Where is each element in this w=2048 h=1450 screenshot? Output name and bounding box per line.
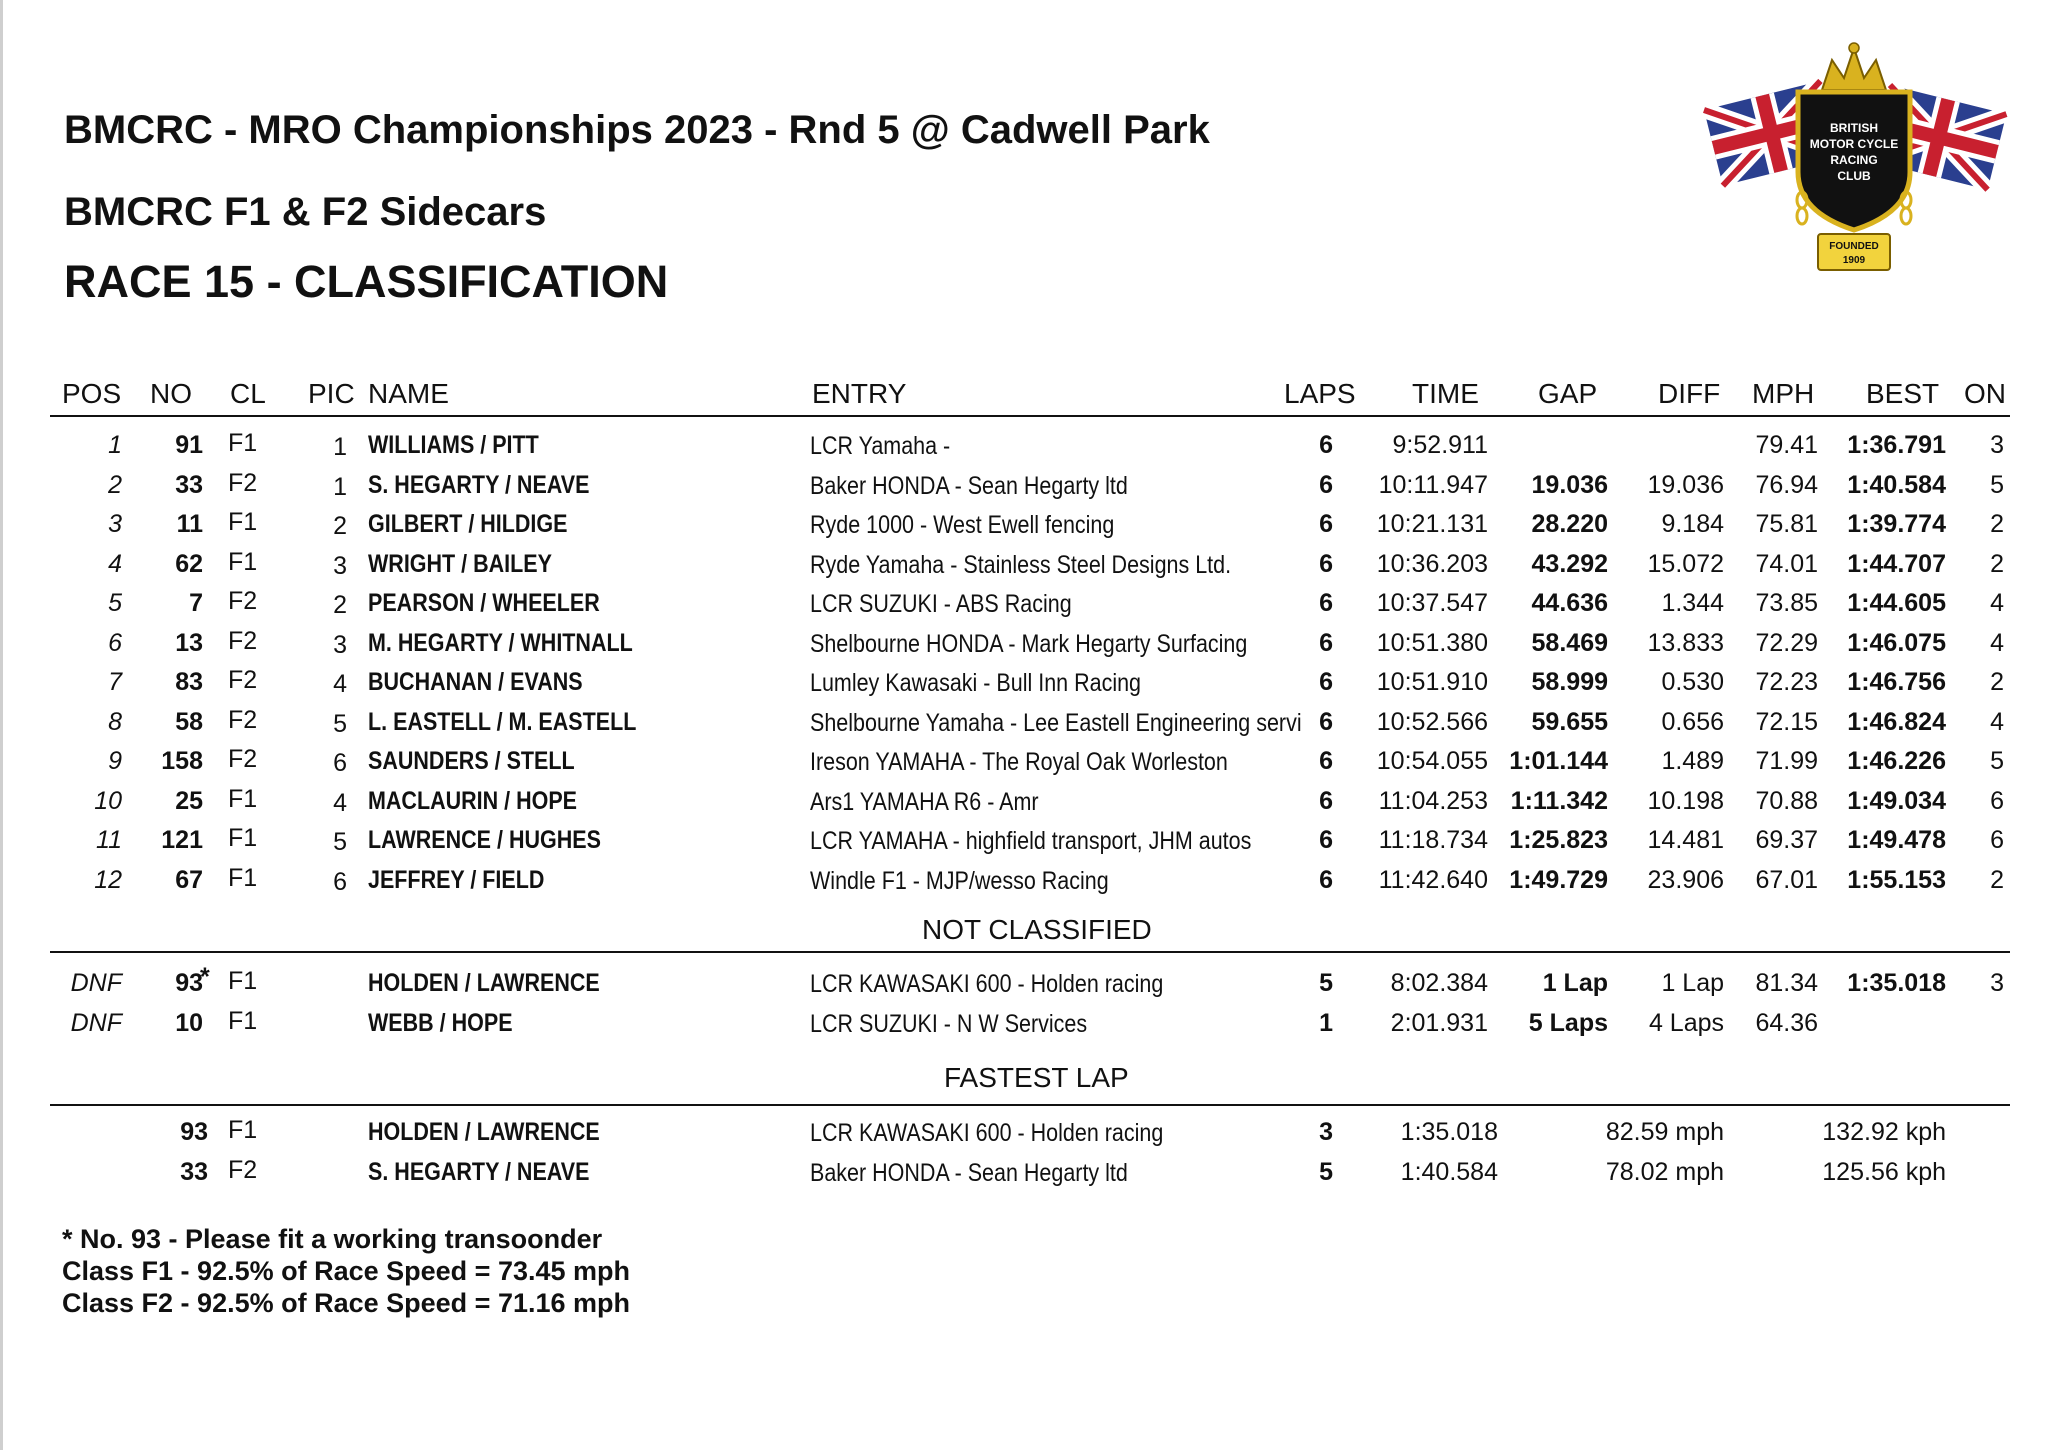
pos-cell: DNF — [70, 969, 122, 997]
entry-cell: LCR Yamaha - — [810, 432, 951, 460]
pic-cell: 6 — [333, 867, 347, 896]
lap-mph-cell: 82.59 mph — [1605, 1118, 1724, 1146]
name-cell: BUCHANAN / EVANS — [368, 668, 583, 696]
on-cell: 5 — [1990, 747, 2004, 775]
on-cell: 3 — [1990, 969, 2004, 997]
class-cell: F1 — [228, 863, 258, 892]
time-cell: 10:36.203 — [1376, 549, 1488, 578]
on-cell: 5 — [1990, 470, 2004, 499]
diff-cell: 1.489 — [1661, 747, 1724, 775]
gap-cell: 19.036 — [1531, 470, 1608, 499]
gap-cell: 1:11.342 — [1510, 786, 1608, 815]
entry-cell: Ryde Yamaha - Stainless Steel Designs Ltd. — [810, 550, 1232, 579]
table-row — [0, 963, 2048, 1003]
col-cl: CL — [230, 378, 266, 409]
pos-cell: 12 — [94, 865, 122, 894]
name-cell: SAUNDERS / STELL — [368, 747, 575, 775]
time-cell: 10:52.566 — [1376, 707, 1488, 736]
pos-cell: 6 — [108, 628, 122, 657]
pic-cell: 2 — [333, 591, 347, 619]
pos-cell: 1 — [108, 431, 122, 459]
table-row — [0, 860, 2048, 900]
time-cell: 2:01.931 — [1390, 1009, 1488, 1037]
no-cell: 13 — [175, 628, 203, 657]
table-row — [0, 583, 2048, 623]
no-cell: 25 — [175, 786, 203, 815]
class-cell: F1 — [228, 784, 258, 813]
gap-cell: 59.655 — [1531, 707, 1608, 736]
table-row — [0, 702, 2048, 742]
on-cell: 3 — [1990, 431, 2004, 459]
class-cell: F2 — [228, 745, 258, 773]
pic-cell: 3 — [333, 551, 347, 580]
entry-cell: LCR SUZUKI - ABS Racing — [810, 590, 1072, 618]
laps-cell: 6 — [1319, 786, 1333, 815]
gap-cell: 44.636 — [1531, 589, 1608, 617]
pic-cell: 3 — [333, 630, 347, 659]
name-cell: HOLDEN / LAWRENCE — [368, 1118, 600, 1146]
pos-cell: 5 — [108, 589, 122, 617]
mph-cell: 69.37 — [1755, 826, 1818, 854]
time-cell: 11:04.253 — [1378, 786, 1488, 815]
no-cell: 10 — [175, 1009, 203, 1037]
entry-cell: LCR KAWASAKI 600 - Holden racing — [810, 1119, 1164, 1147]
diff-cell: 1 Lap — [1661, 969, 1724, 997]
gap-cell: 1:01.144 — [1509, 747, 1608, 775]
lap-kph-cell: 132.92 kph — [1822, 1118, 1946, 1146]
mph-cell: 79.41 — [1755, 431, 1818, 459]
col-on: ON — [1964, 378, 2006, 409]
logo-text-1: BRITISH — [1830, 121, 1878, 135]
no-cell: 93 — [175, 969, 203, 997]
laps-cell: 6 — [1319, 589, 1333, 617]
entry-cell: LCR KAWASAKI 600 - Holden racing — [810, 970, 1164, 998]
laps-cell: 6 — [1319, 549, 1333, 578]
table-row — [0, 741, 2048, 781]
col-time: TIME — [1412, 378, 1479, 409]
laps-cell: 6 — [1319, 747, 1333, 775]
no-cell: 11 — [176, 510, 203, 538]
table-row — [0, 623, 2048, 663]
on-cell: 6 — [1990, 786, 2004, 815]
name-cell: S. HEGARTY / NEAVE — [368, 470, 590, 499]
best-cell: 1:35.018 — [1847, 969, 1946, 997]
laps-cell: 6 — [1319, 668, 1333, 696]
pic-cell: 5 — [333, 709, 347, 738]
fastest-lap-rule — [50, 1104, 2010, 1106]
class-cell: F2 — [228, 666, 258, 694]
mph-cell: 72.23 — [1755, 668, 1818, 696]
best-cell: 1:40.584 — [1847, 470, 1946, 499]
best-cell: 1:39.774 — [1847, 510, 1946, 538]
time-cell: 11:42.640 — [1378, 865, 1488, 894]
best-cell: 1:36.791 — [1847, 431, 1946, 459]
best-cell: 1:44.707 — [1847, 549, 1946, 578]
pic-cell: 5 — [333, 828, 347, 856]
pos-cell: 8 — [108, 707, 122, 736]
name-cell: WILLIAMS / PITT — [368, 431, 539, 459]
crown-icon — [1822, 43, 1886, 90]
laps-cell: 1 — [1319, 1009, 1333, 1037]
entry-cell: Ireson YAMAHA - The Royal Oak Worleston — [810, 748, 1228, 776]
pos-cell: 7 — [108, 668, 122, 696]
laps-cell: 6 — [1319, 826, 1333, 854]
col-name: NAME — [368, 378, 449, 409]
pos-cell: DNF — [70, 1009, 122, 1037]
name-cell: HOLDEN / LAWRENCE — [368, 969, 600, 997]
class-cell: F2 — [228, 705, 258, 734]
entry-cell: Ryde 1000 - West Ewell fencing — [810, 511, 1115, 539]
diff-cell: 9.184 — [1661, 510, 1724, 538]
on-cell: 2 — [1990, 865, 2004, 894]
lap-time-cell: 1:40.584 — [1400, 1158, 1498, 1186]
gap-cell: 1:25.823 — [1509, 826, 1608, 854]
laps-cell: 6 — [1319, 707, 1333, 736]
class-cell: F2 — [228, 587, 258, 615]
no-cell: 91 — [175, 431, 203, 459]
gap-cell: 58.469 — [1531, 628, 1608, 657]
class-cell: F1 — [228, 547, 258, 576]
laps-cell: 6 — [1319, 510, 1333, 538]
laps-cell: 6 — [1319, 628, 1333, 657]
on-cell: 4 — [1990, 707, 2004, 736]
diff-cell: 10.198 — [1647, 786, 1724, 815]
col-best: BEST — [1866, 378, 1940, 409]
no-cell: 158 — [161, 747, 203, 775]
on-cell: 4 — [1990, 589, 2004, 617]
time-cell: 10:51.910 — [1376, 668, 1488, 696]
mph-cell: 81.34 — [1755, 969, 1818, 997]
mph-cell: 72.15 — [1755, 707, 1818, 736]
gap-cell: 1 Lap — [1542, 969, 1608, 997]
col-pos: POS — [62, 378, 122, 409]
best-cell: 1:46.756 — [1847, 668, 1946, 696]
laps-cell: 5 — [1319, 969, 1333, 997]
class-cell: F1 — [228, 1116, 258, 1144]
time-cell: 10:11.947 — [1378, 470, 1488, 499]
time-cell: 11:18.734 — [1378, 826, 1488, 854]
name-cell: L. EASTELL / M. EASTELL — [368, 707, 637, 736]
best-cell: 1:55.153 — [1847, 865, 1946, 894]
laps-cell: 6 — [1319, 470, 1333, 499]
entry-cell: Shelbourne HONDA - Mark Hegarty Surfacing — [810, 629, 1248, 658]
mph-cell: 71.99 — [1755, 747, 1818, 775]
no-cell: 83 — [175, 668, 203, 696]
mph-cell: 70.88 — [1755, 786, 1818, 815]
time-cell: 10:37.547 — [1376, 589, 1488, 617]
best-cell: 1:46.824 — [1847, 707, 1946, 736]
laps-cell: 6 — [1319, 431, 1333, 459]
gap-cell: 28.220 — [1531, 510, 1608, 538]
gap-cell: 43.292 — [1531, 549, 1608, 578]
note-f1-speed: Class F1 - 92.5% of Race Speed = 73.45 mph — [62, 1256, 631, 1286]
pic-cell: 4 — [333, 788, 347, 817]
gap-cell: 58.999 — [1531, 668, 1608, 696]
on-cell: 2 — [1990, 549, 2004, 578]
best-cell: 1:49.478 — [1847, 826, 1946, 854]
page-subtitle: BMCRC F1 & F2 Sidecars — [64, 190, 547, 234]
on-cell: 2 — [1990, 510, 2004, 538]
class-cell: F1 — [228, 967, 258, 995]
table-row — [0, 1003, 2048, 1043]
col-diff: DIFF — [1658, 378, 1721, 409]
diff-cell: 4 Laps — [1648, 1009, 1724, 1037]
diff-cell: 15.072 — [1647, 549, 1724, 578]
best-cell: 1:46.075 — [1847, 628, 1946, 657]
laps-cell: 6 — [1319, 865, 1333, 894]
entry-cell: Ars1 YAMAHA R6 - Amr — [810, 787, 1039, 816]
pic-cell: 6 — [333, 749, 347, 777]
pos-cell: 2 — [108, 470, 122, 499]
diff-cell: 13.833 — [1647, 628, 1724, 657]
col-entry: ENTRY — [812, 378, 907, 409]
entry-cell: Lumley Kawasaki - Bull Inn Racing — [810, 669, 1142, 697]
mph-cell: 73.85 — [1755, 589, 1818, 617]
not-classified-rule — [50, 951, 2010, 953]
col-no: NO — [150, 378, 192, 409]
class-cell: F1 — [228, 508, 258, 536]
table-row — [0, 1152, 2048, 1192]
lap-cell: 5 — [1319, 1158, 1333, 1186]
lap-mph-cell: 78.02 mph — [1605, 1158, 1724, 1186]
entry-cell: Windle F1 - MJP/wesso Racing — [810, 866, 1109, 895]
no-cell: 121 — [161, 826, 203, 854]
name-cell: LAWRENCE / HUGHES — [368, 826, 601, 854]
class-cell: F1 — [228, 1007, 258, 1035]
diff-cell: 1.344 — [1661, 589, 1724, 617]
table-row — [0, 781, 2048, 821]
pos-cell: 9 — [108, 747, 122, 775]
col-mph: MPH — [1752, 378, 1815, 409]
lap-time-cell: 1:35.018 — [1400, 1118, 1498, 1146]
no-cell: 33 — [180, 1158, 208, 1186]
logo-text-3: RACING — [1830, 153, 1878, 167]
mph-cell: 72.29 — [1755, 628, 1818, 657]
on-cell: 6 — [1990, 826, 2004, 854]
best-cell: 1:49.034 — [1847, 786, 1946, 815]
time-cell: 8:02.384 — [1390, 969, 1488, 997]
pic-cell: 1 — [333, 433, 347, 461]
diff-cell: 14.481 — [1647, 826, 1724, 854]
best-cell: 1:44.605 — [1847, 589, 1946, 617]
table-row — [0, 504, 2048, 544]
time-cell: 10:54.055 — [1376, 747, 1488, 775]
gap-cell: 1:49.729 — [1509, 865, 1608, 894]
entry-cell: LCR YAMAHA - highfield transport, JHM autos — [810, 827, 1252, 855]
entry-cell: Baker HONDA - Sean Hegarty ltd — [810, 471, 1128, 500]
mph-cell: 76.94 — [1755, 470, 1818, 499]
entry-cell: LCR SUZUKI - N W Services — [810, 1010, 1088, 1038]
name-cell: PEARSON / WHEELER — [368, 589, 600, 617]
time-cell: 10:21.131 — [1376, 510, 1488, 538]
no-asterisk: * — [200, 963, 210, 991]
pic-cell: 4 — [333, 670, 347, 698]
logo-text-2: MOTOR CYCLE — [1809, 137, 1899, 151]
mph-cell: 67.01 — [1755, 865, 1818, 894]
table-row — [0, 465, 2048, 505]
name-cell: WRIGHT / BAILEY — [368, 549, 552, 578]
no-cell: 62 — [175, 549, 203, 578]
table-row — [0, 544, 2048, 584]
mph-cell: 75.81 — [1755, 510, 1818, 538]
mph-cell: 74.01 — [1755, 549, 1818, 578]
note-transponder: * No. 93 - Please fit a working transoonder — [62, 1224, 603, 1254]
race-title: RACE 15 - CLASSIFICATION — [64, 256, 669, 307]
time-cell: 9:52.911 — [1392, 431, 1488, 459]
class-cell: F2 — [228, 468, 258, 497]
best-cell: 1:46.226 — [1847, 747, 1946, 775]
name-cell: GILBERT / HILDIGE — [368, 510, 568, 538]
mph-cell: 64.36 — [1755, 1009, 1818, 1037]
entry-cell: Baker HONDA - Sean Hegarty ltd — [810, 1159, 1128, 1187]
gap-cell: 5 Laps — [1528, 1009, 1608, 1037]
on-cell: 4 — [1990, 628, 2004, 657]
class-cell: F2 — [228, 626, 258, 655]
page-title: BMCRC - MRO Championships 2023 - Rnd 5 @ Cadwell Park — [64, 108, 1210, 152]
table-row — [0, 425, 2048, 465]
logo-founded: FOUNDED — [1829, 241, 1879, 252]
time-cell: 10:51.380 — [1376, 628, 1488, 657]
table-row — [0, 820, 2048, 860]
col-gap: GAP — [1538, 378, 1598, 409]
fastest-lap-heading: FASTEST LAP — [944, 1062, 1129, 1093]
pos-cell: 10 — [94, 786, 122, 815]
name-cell: MACLAURIN / HOPE — [368, 786, 578, 815]
pos-cell: 11 — [96, 826, 122, 854]
pic-cell: 1 — [333, 472, 347, 501]
diff-cell: 0.530 — [1661, 668, 1724, 696]
entry-cell: Shelbourne Yamaha - Lee Eastell Engineering servi — [810, 708, 1302, 737]
no-cell: 33 — [175, 470, 203, 499]
name-cell: S. HEGARTY / NEAVE — [368, 1158, 590, 1186]
table-row — [0, 662, 2048, 702]
class-cell: F1 — [228, 429, 258, 457]
diff-cell: 0.656 — [1661, 707, 1724, 736]
logo-year: 1909 — [1842, 255, 1866, 266]
no-cell: 67 — [175, 865, 203, 894]
pic-cell: 2 — [333, 512, 347, 540]
not-classified-heading: NOT CLASSIFIED — [922, 914, 1152, 945]
no-cell: 93 — [180, 1118, 208, 1146]
bmcrc-logo — [1694, 40, 2014, 280]
col-laps: LAPS — [1284, 378, 1356, 409]
col-pic: PIC — [308, 378, 355, 409]
class-cell: F1 — [228, 824, 258, 852]
name-cell: JEFFREY / FIELD — [368, 865, 545, 894]
diff-cell: 23.906 — [1647, 865, 1724, 894]
no-cell: 7 — [189, 589, 203, 617]
lap-cell: 3 — [1319, 1118, 1333, 1146]
note-f2-speed: Class F2 - 92.5% of Race Speed = 71.16 mph — [62, 1288, 631, 1318]
class-cell: F2 — [228, 1156, 258, 1184]
header-rule — [50, 415, 2010, 417]
diff-cell: 19.036 — [1647, 470, 1724, 499]
lap-kph-cell: 125.56 kph — [1822, 1158, 1946, 1186]
name-cell: WEBB / HOPE — [368, 1009, 513, 1037]
name-cell: M. HEGARTY / WHITNALL — [368, 628, 633, 657]
pos-cell: 3 — [108, 510, 122, 538]
on-cell: 2 — [1990, 668, 2004, 696]
no-cell: 58 — [175, 707, 203, 736]
table-row — [0, 1112, 2048, 1152]
logo-text-4: CLUB — [1837, 169, 1871, 183]
pos-cell: 4 — [108, 549, 122, 578]
